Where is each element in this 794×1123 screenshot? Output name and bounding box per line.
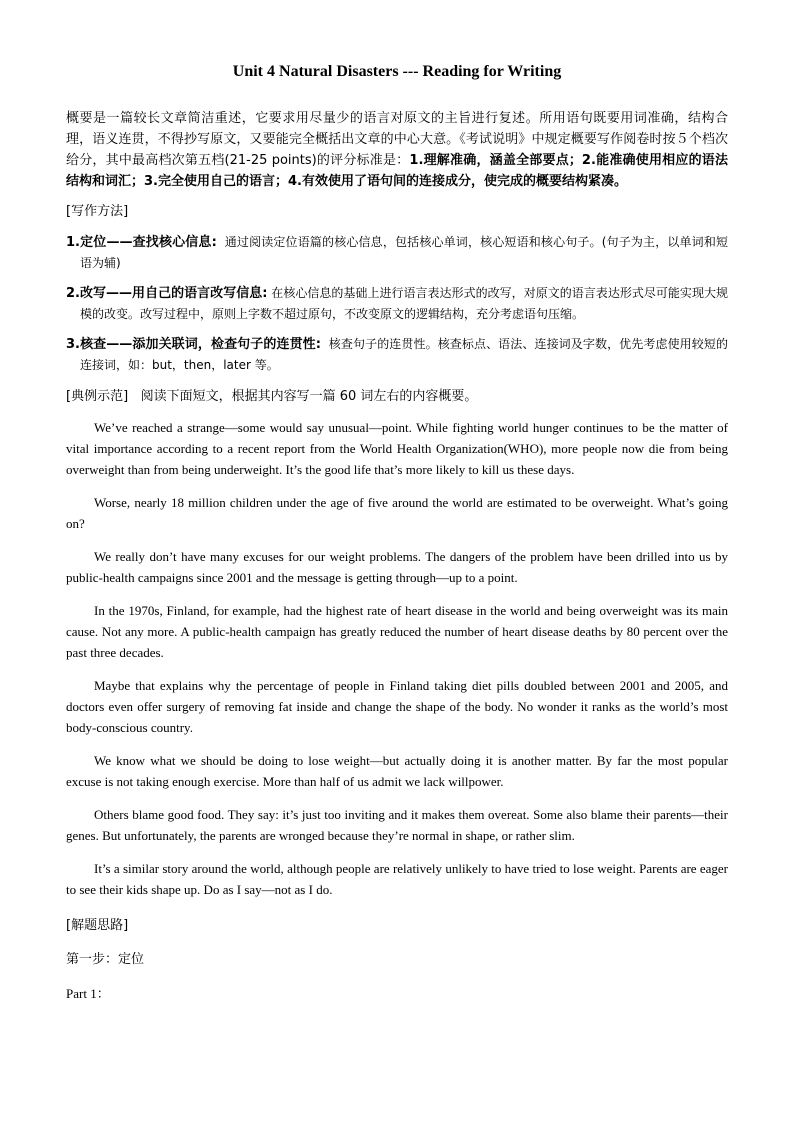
method-item-1 [66, 232, 728, 273]
analysis-label: [解题思路] [66, 918, 129, 933]
passage-paragraph: Others blame good food. They say: it’s just too inviting and it makes them overeat. Some also blame their parents—their genes. But unfortunately, the parents are wronged because they’re normal in shape, or rather slim. [66, 807, 728, 843]
method-body: 核查句子的连贯性。核查标点、语法、连接词及字数，优先考虑使用较短的连接词，如：but，then，later 等。 [80, 337, 728, 372]
example-label: [典例示范] [66, 389, 129, 404]
passage-paragraph: Worse, nearly 18 million children under the age of five around the world are estimated to be overweight. What’s going on? [66, 495, 728, 531]
method-body: 通过阅读定位语篇的核心信息，包括核心单词，核心短语和核心句子。(句子为主，以单词和短语为辅) [80, 235, 728, 270]
page-title: Unit 4 Natural Disasters --- Reading for Writing [232, 63, 562, 80]
method-heading: 1.定位——查找核心信息: [66, 235, 217, 250]
method-item-3 [66, 334, 728, 375]
passage-paragraph: We know what we should be doing to lose weight—but actually doing it is another matter. By far the most popular excuse is not taking enough exercise. More than half of us admit we lack willpower. [66, 753, 728, 789]
passage-paragraph: Maybe that explains why the percentage of people in Finland taking diet pills doubled between 2001 and 2005, and doctors even offer surgery of removing fat inside and change the shape of the body. No wonder it ranks as the world’s most body-conscious country. [66, 678, 728, 735]
intro-text: 概要是一篇较长文章简洁重述，它要求用尽量少的语言对原文的主旨进行复述。所用语句既要用词准确，结构合理，语义连贯，不得抄写原文，又要能完全概括出文章的中心大意。《考试说明》中规定概要写作阅卷时按５个档次给分，其中最高档次第五档(21-25 points)的评分标准是： [66, 111, 728, 168]
passage-paragraph: In the 1970s, Finland, for example, had the highest rate of heart disease in the world and being overweight was its main cause. Not any more. A public-health campaign has greatly reduced the number of heart disease deaths by 80 percent over the past three decades. [66, 603, 728, 660]
example-instruction: 阅读下面短文，根据其内容写一篇 60 词左右的内容概要。 [140, 389, 478, 404]
passage-paragraph: We’ve reached a strange—some would say unusual—point. While fighting world hunger continues to be the matter of vital importance according to a recent report from the World Health Organization(WHO), more people now die from being overweight than from being underweight. It’s the good life that’s more likely to kill us these days. [66, 420, 728, 477]
passage-paragraph: It’s a similar story around the world, although people are relatively unlikely to have tried to lose weight. Parents are eager to see their kids shape up. Do as I say—not as I do. [66, 861, 728, 897]
methods-label: [写作方法] [66, 204, 129, 219]
passage [66, 417, 728, 900]
intro-criteria: 1.理解准确，涵盖全部要点；2.能准确使用相应的语法结构和词汇；3.完全使用自己的语言；4.有效使用了语句间的连接成分，使完成的概要结构紧凑。 [66, 153, 729, 189]
method-item-2 [66, 283, 728, 324]
method-heading: 3.核查——添加关联词，检查句子的连贯性: [66, 337, 321, 352]
example-heading [66, 387, 728, 407]
method-body: 在核心信息的基础上进行语言表达形式的改写，对原文的语言表达形式尽可能实现大规模的改变。改写过程中，原则上字数不超过原句，不改变原文的逻辑结构，充分考虑语句压缩。 [80, 286, 728, 321]
intro-paragraph [66, 108, 728, 192]
passage-paragraph: We really don’t have many excuses for our weight problems. The dangers of the problem have been drilled into us by public-health campaigns since 2001 and the message is getting through—up to a point. [66, 549, 728, 585]
part-one: Part 1： [66, 986, 110, 1001]
method-heading: 2.改写——用自己的语言改写信息: [66, 286, 268, 301]
step-one: 第一步：定位 [66, 952, 145, 967]
